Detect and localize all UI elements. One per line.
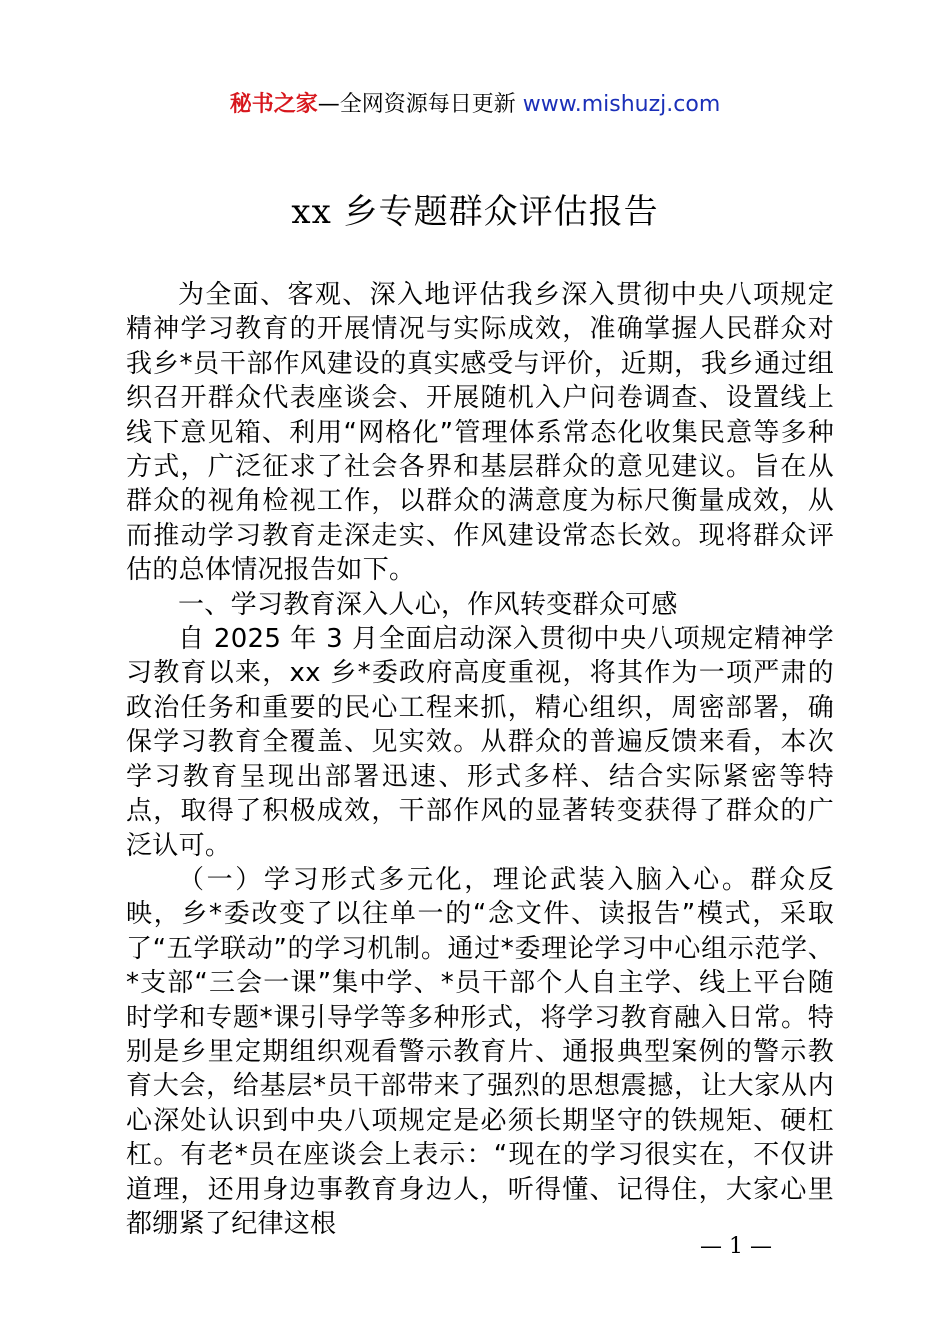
site-banner: [0, 88, 950, 122]
document-title: xx 乡专题群众评估报告: [291, 192, 659, 232]
intro-paragraph: 为全面、客观、深入地评估我乡深入贯彻中央八项规定精神学习教育的开展情况与实际成效，准确掌握人民群众对我乡*员干部作风建设的真实感受与评价，近期，我乡通过组织召开群众代表座谈会、开展随机入户问卷调查、设置线上线下意见箱、利用“网格化”管理体系常态化收集民意等多种方式，广泛征求了社会各界和基层群众的意见建议。旨在从群众的视角检视工作，以群众的满意度为标尺衡量成效，从而推动学习教育走深走实、作风建设常态长效。现将群众评估的总体情况报告如下。: [126, 280, 834, 586]
banner-url-link[interactable]: www.mishuzj.com: [522, 92, 721, 117]
banner-tagline: —全网资源每日更新: [317, 92, 523, 117]
page-number: — 1 —: [700, 1234, 772, 1259]
section-heading: 一、学习教育深入人心，作风转变群众可感: [178, 589, 678, 620]
brand-name: 秘书之家: [229, 92, 318, 117]
body-paragraph: 自 2025 年 3 月全面启动深入贯彻中央八项规定精神学习教育以来，xx 乡*委政府高度重视，将其作为一项严肃的政治任务和重要的民心工程来抓，精心组织，周密部署，确保学习教育全覆盖、见实效。从群众的普遍反馈来看，本次学习教育呈现出部署迅速、形式多样、结合实际紧密等特点，取得了积极成效，干部作风的显著转变获得了群众的广泛认可。: [126, 624, 834, 861]
document-body: [126, 278, 834, 1241]
body-paragraph: （一）学习形式多元化，理论武装入脑入心。群众反映，乡*委改变了以往单一的“念文件、读报告”模式，采取了“五学联动”的学习机制。通过*委理论学习中心组示范学、*支部“三会一课”集中学、*员干部个人自主学、线上平台随时学和专题*课引导学等多种形式，将学习教育融入日常。特别是乡里定期组织观看警示教育片、通报典型案例的警示教育大会，给基层*员干部带来了强烈的思想震撼，让大家从内心深处认识到中央八项规定是必须长期坚守的铁规矩、硬杠杠。有老*员在座谈会上表示：“现在的学习很实在，不仅讲道理，还用身边事教育身边人，听得懂、记得住，大家心里都绷紧了纪律这根: [126, 864, 834, 1239]
